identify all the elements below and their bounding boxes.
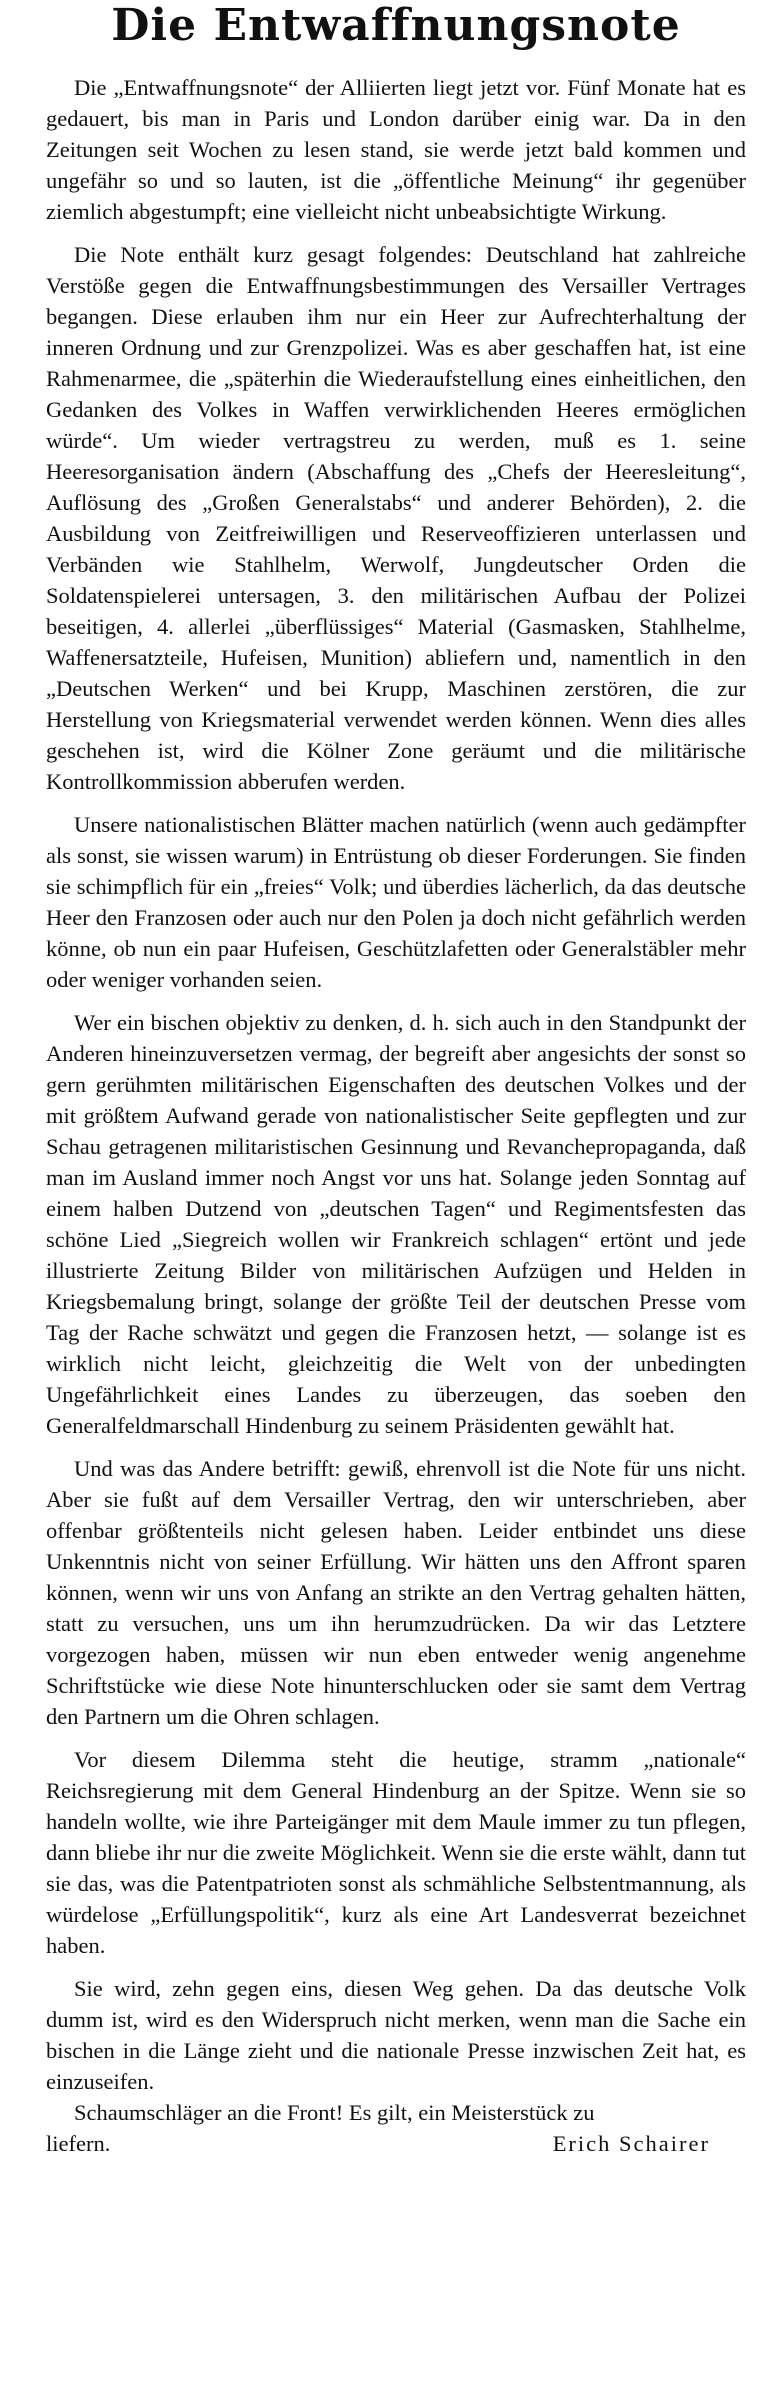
paragraph-2: Die Note enthält kurz gesagt folgendes: Deutschland hat zahlreiche Verstöße gegen die Entwaffnungsbestimmungen des Versailler Vertrages begangen. Diese erlauben ihm nur ein Heer zur Aufrechterhaltung der inneren Ordnung und zur Grenzpolizei. Was es aber geschaffen hat, ist eine Rahmenarmee, die „späterhin die Wiederaufstellung eines einheitlichen, den Gedanken des Volkes in Waffen verwirklichenden Heeres ermöglichen würde“. Um wieder vertragstreu zu werden, muß es 1. seine Heeresorganisation ändern (Abschaffung des „Chefs der Heeresleitung“, Auflösung des „Großen Generalstabs“ und anderer Behörden), 2. die Ausbildung von Zeitfreiwilligen und Reserveoffizieren unterlassen und Verbänden wie Stahlhelm, Werwolf, Jungdeutscher Orden die Soldatenspielerei untersagen, 3. den militärischen Aufbau der Polizei beseitigen, 4. allerlei „überflüssiges“ Material (Gasmasken, Stahlhelme, Waffenersatzteile, Hufeisen, Munition) abliefern und, namentlich in den „Deutschen Werken“ und bei Krupp, Maschinen zerstören, die zur Herstellung von Kriegsmaterial verwendet werden können. Wenn dies alles geschehen ist, wird die Kölner Zone geräumt und die militärische Kontrollkommission abberufen werden. (46, 242, 746, 794)
paragraph-6: Vor diesem Dilemma steht die heutige, stramm „nationale“ Reichsregierung mit dem General Hindenburg an der Spitze. Wenn sie so handeln wollte, wie ihre Parteigänger mit dem Maule immer zu tun pflegen, dann bliebe ihr nur die zweite Möglichkeit. Wenn sie die erste wählt, dann tut sie das, was die Patentpatrioten sonst als schmähliche Selbstentmannung, als würdelose „Erfüllungspolitik“, kurz als eine Art Landesverrat bezeichnet haben. (46, 1747, 746, 1958)
byline-row (46, 2128, 746, 2159)
closing-word: liefern. (46, 2131, 111, 2156)
article-title: Die Entwaffnungsnote (111, 0, 681, 51)
paragraph-4: Wer ein bischen objektiv zu denken, d. h. sich auch in den Standpunkt der Anderen hineinzuversetzen vermag, der begreift aber angesichts der sonst so gern gerühmten militärischen Eigenschaften des deutschen Volkes und der mit größtem Aufwand gerade von nationalistischer Seite gepflegten und zur Schau getragenen militaristischen Gesinnung und Revanchepropaganda, daß man im Ausland immer noch Angst vor uns hat. Solange jeden Sonntag auf einem halben Dutzend von „deutschen Tagen“ und Regimentsfesten das schöne Lied „Siegreich wollen wir Frankreich schlagen“ ertönt und jede illustrierte Zeitung Bilder von militärischen Aufzügen und Helden in Kriegsbemalung bringt, solange der größte Teil der deutschen Presse vom Tag der Rache schwätzt und gegen die Franzosen hetzt, — solange ist es wirklich nicht leicht, gleichzeitig die Welt von der unbedingten Ungefährlichkeit eines Landes zu überzeugen, das soeben den Generalfeldmarschall Hindenburg zu seinem Präsidenten gewählt hat. (46, 1010, 746, 1438)
author-signature: Erich Schairer (552, 2131, 710, 2156)
paragraph-7: Sie wird, zehn gegen eins, diesen Weg gehen. Da das deutsche Volk dumm ist, wird es den Widerspruch nicht merken, wenn man die Sache ein bischen in die Länge zieht und die nationale Presse inzwischen Zeit hat, es einzuseifen. (46, 1976, 746, 2094)
paragraph-1: Die „Entwaffnungsnote“ der Alliierten liegt jetzt vor. Fünf Monate hat es gedauert, bis man in Paris und London darüber einig war. Da in den Zeitungen seit Wochen zu lesen stand, sie werde jetzt bald kommen und ungefähr so und so lauten, ist die „öffentliche Meinung“ ihr gegenüber ziemlich abgestumpft; eine vielleicht nicht unbeabsichtigte Wirkung. (46, 75, 746, 224)
paragraph-5: Und was das Andere betrifft: gewiß, ehrenvoll ist die Note für uns nicht. Aber sie fußt auf dem Versailler Vertrag, den wir unterschrieben, aber offenbar größtenteils nicht gelesen haben. Leider entbindet uns diese Unkenntnis nicht von seiner Erfüllung. Wir hätten uns den Affront sparen können, wenn wir uns von Anfang an strikte an den Vertrag gehalten hätten, statt zu versuchen, uns um ihn herumzudrücken. Da wir das Letztere vorgezogen haben, müssen wir nun eben entweder wenig angenehme Schriftstücke wie diese Note hinunterschlucken oder sie samt dem Vertrag den Partnern um die Ohren schlagen. (46, 1456, 746, 1729)
closing-line: Schaumschläger an die Front! Es gilt, ein Meisterstück zu (74, 2100, 595, 2125)
paragraph-3: Unsere nationalistischen Blätter machen natürlich (wenn auch gedämpfter als sonst, sie wissen warum) in Entrüstung ob dieser Forderungen. Sie finden sie schimpflich für ein „freies“ Volk; und überdies lächerlich, da das deutsche Heer den Franzosen oder auch nur den Polen ja doch nicht gefährlich werden könne, ob nun ein paar Hufeisen, Geschützlafetten oder Generalstäbler mehr oder weniger vorhanden seien. (46, 812, 746, 992)
